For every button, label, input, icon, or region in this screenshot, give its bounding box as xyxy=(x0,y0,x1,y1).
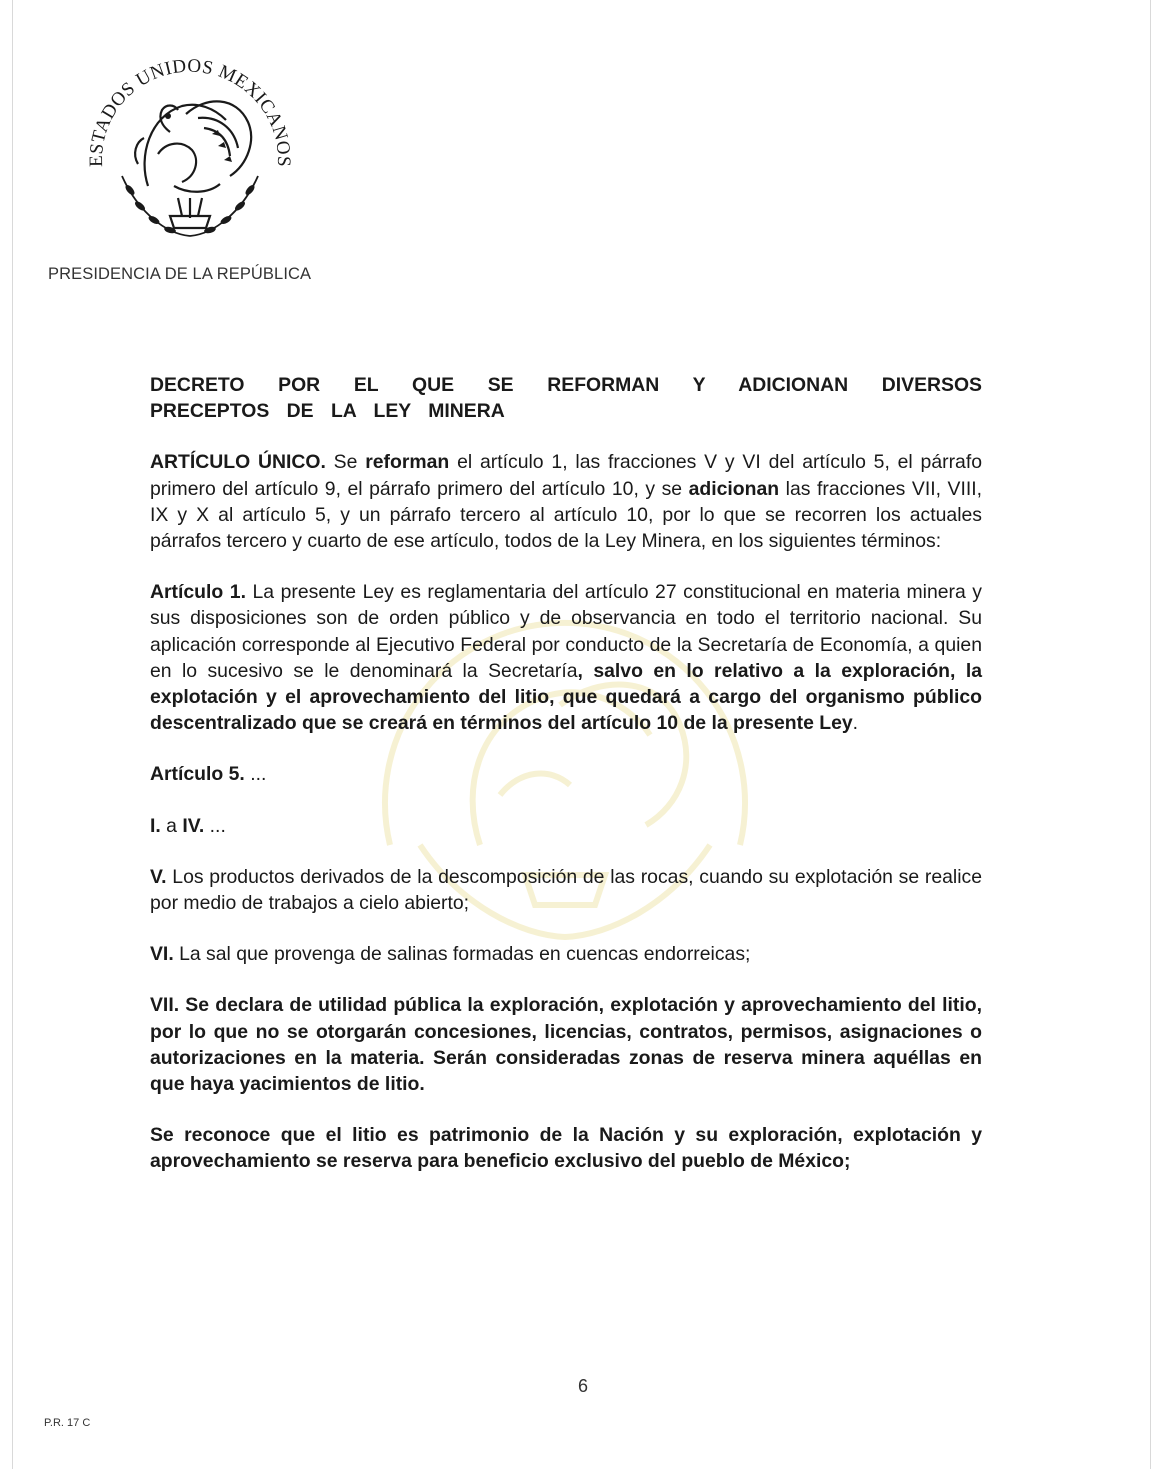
form-code: P.R. 17 C xyxy=(44,1417,91,1429)
fraccion-vii-paragraph xyxy=(150,992,982,1097)
articulo-5-label: Artículo 5. xyxy=(150,763,245,786)
fraccion-connector: a xyxy=(160,814,183,837)
page-left-edge xyxy=(12,0,13,1469)
institution-label: PRESIDENCIA DE LA REPÚBLICA xyxy=(48,265,312,283)
fraccion-v-label: V. xyxy=(150,865,167,888)
reconocimiento-paragraph xyxy=(150,1122,982,1174)
document-body xyxy=(150,372,982,1200)
adicionan-keyword: adicionan xyxy=(688,477,780,500)
articulo-unico-text-2: el artículo 1, las fracciones V y VI del artículo 5, el párrafo primero del artículo 9, el párrafo primero del artículo 10, y se xyxy=(150,451,982,500)
fraccion-vi-paragraph xyxy=(150,941,982,967)
fraccion-i-label: I. xyxy=(150,814,161,837)
reforman-keyword: reforman xyxy=(365,451,450,474)
fraccion-iv-label: IV. xyxy=(182,814,205,837)
svg-text:ESTADOS UNIDOS MEXICANOS: ESTADOS UNIDOS MEXICANOS xyxy=(85,55,295,168)
fraccion-vii-text: VII. Se declara de utilidad pública la exploración, explotación y aprovechamiento del litio, por lo que no se otorgarán concesiones, licencias, contratos, permisos, asignaciones o autorizaciones en la materia. Serán consideradas zonas de reserva minera aquéllas en que haya yacimientos de litio. xyxy=(150,994,982,1096)
articulo-unico-text-3: las fracciones VII, VIII, IX y X al artículo 5, y un párrafo tercero al artículo 10, por lo que se recorren los actuales párrafos tercero y cuarto de ese artículo, todos de la Ley Minera, en los siguientes términos: xyxy=(150,477,982,553)
articulo-1-end: . xyxy=(852,712,859,735)
articulo-5-ellipsis: ... xyxy=(244,763,267,786)
articulo-unico-text-1: Se xyxy=(325,451,366,474)
page-number: 6 xyxy=(577,1376,588,1396)
articulo-1-text: La presente Ley es reglamentaria del artículo 27 constitucional en materia minera y sus disposiciones son de orden público y de observancia en todo el territorio nacional. Su aplicación corresponde al Ejecutivo Federal por conducto de la Secretaría de Economía, a quien en lo sucesivo se le denominará la Secretaría xyxy=(150,581,982,682)
fraccion-v-paragraph xyxy=(150,864,982,916)
articulo-1-label: Artículo 1. xyxy=(150,581,246,604)
decree-title: DECRETO POR EL QUE SE REFORMAN Y ADICIONAN DIVERSOS PRECEPTOS DE LA LEY MINERA xyxy=(150,374,982,423)
articulo-unico-paragraph xyxy=(150,449,982,554)
articulo-unico-label: ARTÍCULO ÚNICO. xyxy=(150,451,326,474)
fraccion-i-iv-ellipsis: ... xyxy=(204,814,226,837)
articulo-1-paragraph xyxy=(150,579,982,736)
fraccion-v-text: Los productos derivados de la descomposición de las rocas, cuando su explotación se realice por medio de trabajos a cielo abierto; xyxy=(150,865,982,915)
articulo-5-paragraph xyxy=(150,761,982,787)
reconocimiento-text: Se reconoce que el litio es patrimonio de la Nación y su exploración, explotación y aprovechamiento se reserva para beneficio exclusivo del pueblo de México; xyxy=(150,1124,982,1173)
fraccion-i-iv-paragraph xyxy=(150,813,982,839)
articulo-1-bold-text: , salvo en lo relativo a la exploración, la explotación y el aprovechamiento del litio, que quedará a cargo del organismo público descentralizado que se creará en términos del artículo 10 de la presente Ley xyxy=(150,659,982,735)
fraccion-vi-label: VI. xyxy=(150,943,174,966)
national-seal-logo xyxy=(78,36,302,250)
page-right-edge xyxy=(1150,0,1151,1469)
fraccion-vi-text: La sal que provenga de salinas formadas en cuencas endorreicas; xyxy=(173,943,751,966)
